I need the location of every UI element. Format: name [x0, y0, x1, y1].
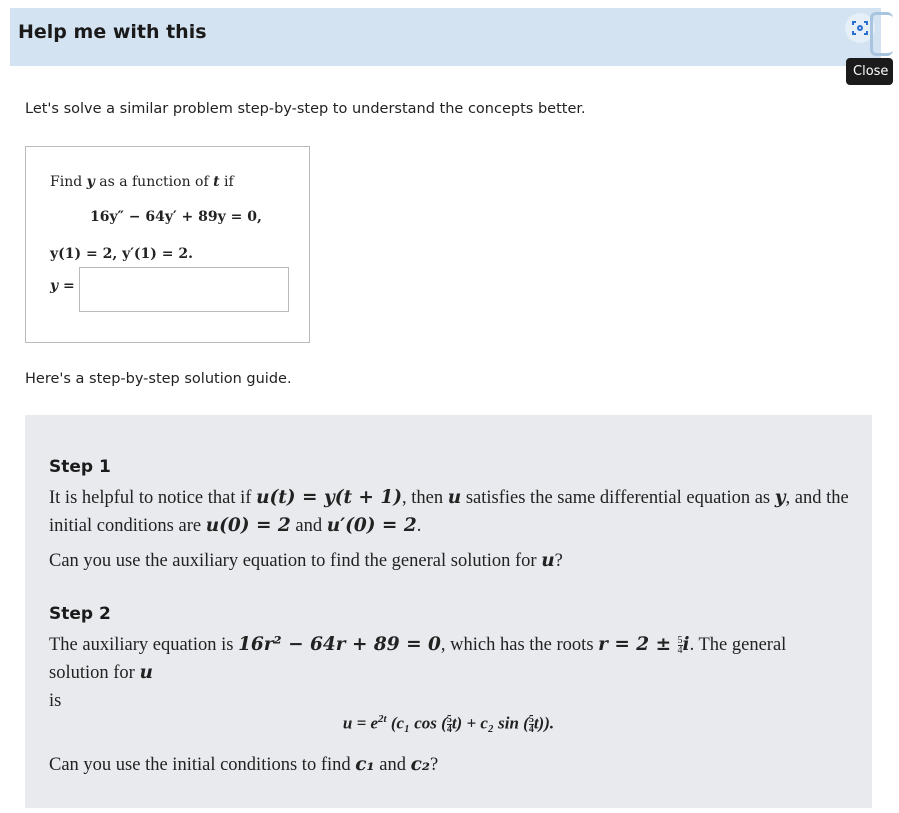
step-2-text: The auxiliary equation is 16r² − 64r + 89 = 0, which has the roots r = 2 ± $\frac{5}{4}$ i. The general solution for u is — [49, 634, 787, 711]
intro-text: Let's solve a similar problem step-by-step to understand the concepts better. — [25, 101, 586, 117]
problem-equation: 16y″ − 64y′ + 89y = 0, — [90, 209, 262, 225]
problem-prompt: Find y as a function of t if — [50, 174, 234, 190]
step-2-title: Step 2 — [49, 604, 111, 624]
step-2-question: Can you use the initial conditions to find c₁ and c₂? — [49, 754, 439, 775]
step-1-question: Can you use the auxiliary equation to find the general solution for u? — [49, 550, 563, 571]
answer-label: y = — [50, 278, 75, 294]
close-tooltip: Close — [846, 58, 893, 85]
problem-box — [25, 146, 310, 343]
general-solution-equation: $u = e^{2t}$ (c₁ cos ( $\frac{5}{4}$ t) + c₂ sin ( $\frac{5}{4}$ t)). — [342, 713, 555, 736]
header-bar — [10, 8, 881, 66]
initial-conditions: y(1) = 2, y′(1) = 2. — [50, 246, 194, 262]
answer-input[interactable] — [79, 267, 289, 312]
fraction: $\frac{5}{4}$ — [677, 635, 683, 657]
step-1-text: It is helpful to notice that if u(t) = y(t + 1), then u satisfies the same differential equation as y, and the initial conditions are u(0) = 2 and u′(0) = 2. — [49, 487, 849, 536]
panel-edge — [870, 12, 893, 56]
scan-icon — [851, 19, 869, 37]
page-title: Help me with this — [18, 21, 207, 43]
guide-intro: Here's a step-by-step solution guide. — [25, 371, 292, 387]
step-1-title: Step 1 — [49, 457, 111, 477]
steps-panel — [25, 415, 872, 808]
